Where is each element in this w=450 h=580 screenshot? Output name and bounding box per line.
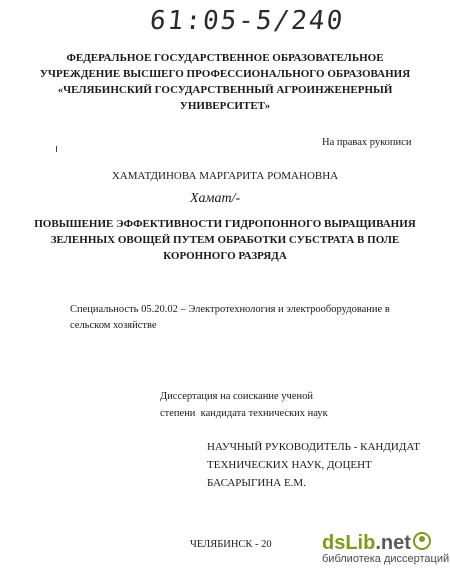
dissertation-topic [0,216,450,264]
topic-line: ЗЕЛЕННЫХ ОВОЩЕЙ ПУТЕМ ОБРАБОТКИ СУБСТРАТА В ПОЛЕ [50,234,400,246]
supervisor-block [207,438,447,492]
supervisor-line: НАУЧНЫЙ РУКОВОДИТЕЛЬ - КАНДИДАТ [207,441,421,453]
handwritten-archive-number: 61:05-5/240 [148,6,346,36]
dissertation-line: Диссертация на соискание ученой [160,391,313,402]
topic-line: ПОВЫШЕНИЕ ЭФФЕКТИВНОСТИ ГИДРОПОННОГО ВЫРАЩИВАНИЯ [34,218,416,230]
rights-note: На правах рукописи [322,137,412,148]
institution-line: ФЕДЕРАЛЬНОЕ ГОСУДАРСТВЕННОЕ ОБРАЗОВАТЕЛЬНОЕ [66,52,384,64]
city-year: ЧЕЛЯБИНСК - 20 [190,539,272,550]
watermark-logo[interactable] [322,531,449,565]
scan-mark [56,146,57,152]
institution-line: «ЧЕЛЯБИНСКИЙ ГОСУДАРСТВЕННЫЙ АГРОИНЖЕНЕРНЫЙ [57,84,393,96]
dissertation-type [160,388,328,422]
specialty-line: сельском хозяйстве [70,320,157,331]
author-signature: Хамат/- [190,191,241,206]
institution-line: УНИВЕРСИТЕТ» [179,100,271,112]
institution-line: УЧРЕЖДЕНИЕ ВЫСШЕГО ПРОФЕССИОНАЛЬНОГО ОБРАЗОВАНИЯ [39,68,411,80]
watermark-brand [322,531,449,555]
specialty-text [70,302,400,334]
author-name: ХАМАТДИНОВА МАРГАРИТА РОМАНОВНА [111,170,339,182]
topic-line: КОРОННОГО РАЗРЯДА [163,250,287,262]
dissertation-line: степени кандидата технических наук [160,408,328,419]
specialty-line: Специальность 05.20.02 – Электротехнология и электрооборудование в [70,304,390,315]
institution-name [0,50,450,114]
watermark-subtitle: библиотека диссертаций [322,553,450,565]
search-magnifier-icon [413,532,431,550]
watermark-brand-domain: .net [375,532,411,554]
supervisor-line: ТЕХНИЧЕСКИХ НАУК, ДОЦЕНТ БАСАРЫГИНА Е.М. [207,459,372,489]
watermark-brand-main: dsLib [322,532,376,554]
